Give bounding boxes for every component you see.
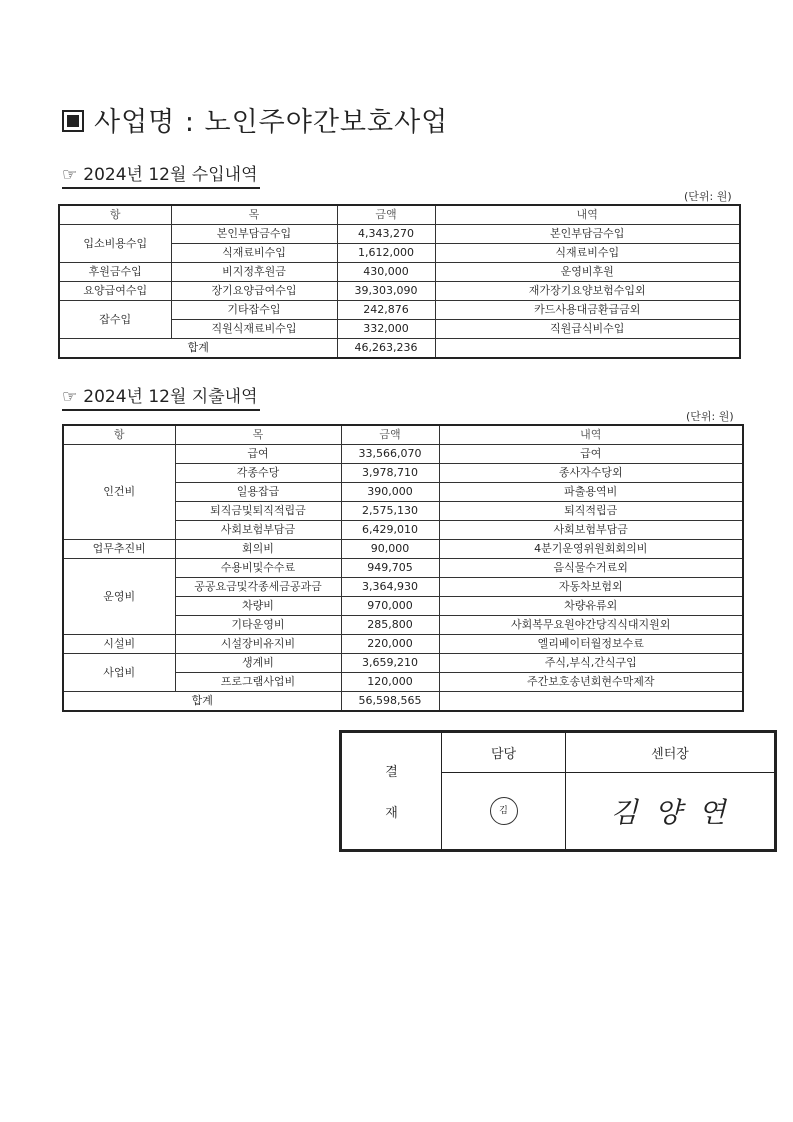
item-cell: 본인부담금수입 <box>171 225 337 244</box>
column-header: 금액 <box>341 425 439 445</box>
item-cell: 회의비 <box>175 540 341 559</box>
description-cell: 사회복무요원야간당직식대지원외 <box>439 616 743 635</box>
amount-cell: 1,612,000 <box>337 244 435 263</box>
table-row <box>63 445 743 464</box>
description-cell: 본인부담금수입 <box>435 225 740 244</box>
item-cell: 시설장비유지비 <box>175 635 341 654</box>
approval-label-bottom: 재 <box>385 806 398 821</box>
expense-heading <box>62 382 260 411</box>
category-cell: 입소비용수입 <box>59 225 171 263</box>
amount-cell: 3,659,210 <box>341 654 439 673</box>
column-header: 내역 <box>435 205 740 225</box>
approval-col-staff: 담당 <box>442 733 566 773</box>
amount-cell: 430,000 <box>337 263 435 282</box>
description-cell: 음식물수거료외 <box>439 559 743 578</box>
amount-cell: 6,429,010 <box>341 521 439 540</box>
description-cell: 4분기운영위원회회의비 <box>439 540 743 559</box>
amount-cell: 3,978,710 <box>341 464 439 483</box>
table-row <box>63 654 743 673</box>
pointing-hand-icon: ☞ <box>62 387 78 407</box>
column-header: 금액 <box>337 205 435 225</box>
amount-cell: 4,343,270 <box>337 225 435 244</box>
description-cell: 직원급식비수입 <box>435 320 740 339</box>
column-header: 항 <box>59 205 171 225</box>
amount-cell: 242,876 <box>337 301 435 320</box>
category-cell: 사업비 <box>63 654 175 692</box>
item-cell: 프로그램사업비 <box>175 673 341 692</box>
description-cell: 엘리베이터월정보수료 <box>439 635 743 654</box>
category-cell: 인건비 <box>63 445 175 540</box>
description-cell: 운영비후원 <box>435 263 740 282</box>
item-cell: 비지정후원금 <box>171 263 337 282</box>
table-row <box>63 635 743 654</box>
table-row <box>63 540 743 559</box>
approval-label-top: 결 <box>385 765 398 780</box>
table-header-row <box>59 205 740 225</box>
description-cell: 주간보호송년회현수막제작 <box>439 673 743 692</box>
amount-cell: 332,000 <box>337 320 435 339</box>
category-cell: 운영비 <box>63 559 175 635</box>
description-cell: 종사자수당외 <box>439 464 743 483</box>
category-cell: 업무추진비 <box>63 540 175 559</box>
column-header: 목 <box>175 425 341 445</box>
category-cell: 요양급여수입 <box>59 282 171 301</box>
expense-table <box>62 424 744 712</box>
item-cell: 수용비및수수료 <box>175 559 341 578</box>
amount-cell: 970,000 <box>341 597 439 616</box>
page-title-text: 사업명 : 노인주야간보호사업 <box>94 107 449 138</box>
amount-cell: 3,364,930 <box>341 578 439 597</box>
description-cell: 급여 <box>439 445 743 464</box>
table-row <box>59 225 740 244</box>
total-amount: 46,263,236 <box>337 339 435 359</box>
table-row <box>59 301 740 320</box>
item-cell: 직원식재료비수입 <box>171 320 337 339</box>
total-label: 합계 <box>59 339 337 359</box>
amount-cell: 120,000 <box>341 673 439 692</box>
item-cell: 공공요금및각종세금공과금 <box>175 578 341 597</box>
column-header: 목 <box>171 205 337 225</box>
total-row <box>59 339 740 359</box>
table-row <box>63 559 743 578</box>
income-heading-text: 2024년 12월 수입내역 <box>83 165 258 185</box>
category-cell: 시설비 <box>63 635 175 654</box>
column-header: 내역 <box>439 425 743 445</box>
approval-col-director: 센터장 <box>566 733 775 773</box>
total-label: 합계 <box>63 692 341 712</box>
square-bullet-icon <box>62 110 84 132</box>
empty-cell <box>435 339 740 359</box>
approval-box <box>339 730 777 852</box>
item-cell: 장기요양급여수입 <box>171 282 337 301</box>
description-cell: 자동차보험외 <box>439 578 743 597</box>
amount-cell: 220,000 <box>341 635 439 654</box>
staff-stamp-cell <box>442 773 566 850</box>
item-cell: 기타잡수입 <box>171 301 337 320</box>
category-cell: 후원금수입 <box>59 263 171 282</box>
item-cell: 기타운영비 <box>175 616 341 635</box>
signature: 김 양 연 <box>610 796 730 829</box>
description-cell: 차량유류외 <box>439 597 743 616</box>
item-cell: 각종수당 <box>175 464 341 483</box>
table-row <box>59 263 740 282</box>
amount-cell: 390,000 <box>341 483 439 502</box>
item-cell: 일용잡급 <box>175 483 341 502</box>
column-header: 항 <box>63 425 175 445</box>
description-cell: 퇴직적립금 <box>439 502 743 521</box>
expense-heading-text: 2024년 12월 지출내역 <box>83 387 258 407</box>
expense-unit: (단위: 원) <box>686 410 734 423</box>
item-cell: 사회보험부담금 <box>175 521 341 540</box>
description-cell: 사회보험부담금 <box>439 521 743 540</box>
item-cell: 급여 <box>175 445 341 464</box>
approval-label <box>342 733 442 850</box>
description-cell: 주식,부식,간식구입 <box>439 654 743 673</box>
director-signature-cell <box>566 773 775 850</box>
description-cell: 식재료비수입 <box>435 244 740 263</box>
amount-cell: 2,575,130 <box>341 502 439 521</box>
amount-cell: 949,705 <box>341 559 439 578</box>
amount-cell: 39,303,090 <box>337 282 435 301</box>
total-amount: 56,598,565 <box>341 692 439 712</box>
income-unit: (단위: 원) <box>684 190 732 203</box>
empty-cell <box>439 692 743 712</box>
table-header-row <box>63 425 743 445</box>
description-cell: 파출용역비 <box>439 483 743 502</box>
seal-stamp: 김 <box>490 797 518 825</box>
page-title <box>62 100 448 139</box>
pointing-hand-icon: ☞ <box>62 165 78 185</box>
item-cell: 퇴직금및퇴직적립금 <box>175 502 341 521</box>
item-cell: 생계비 <box>175 654 341 673</box>
category-cell: 잡수입 <box>59 301 171 339</box>
item-cell: 차량비 <box>175 597 341 616</box>
total-row <box>63 692 743 712</box>
amount-cell: 33,566,070 <box>341 445 439 464</box>
income-table <box>58 204 741 359</box>
description-cell: 재가장기요양보험수입외 <box>435 282 740 301</box>
amount-cell: 285,800 <box>341 616 439 635</box>
table-row <box>59 282 740 301</box>
amount-cell: 90,000 <box>341 540 439 559</box>
description-cell: 카드사용대금환급금외 <box>435 301 740 320</box>
income-heading <box>62 160 260 189</box>
item-cell: 식재료비수입 <box>171 244 337 263</box>
